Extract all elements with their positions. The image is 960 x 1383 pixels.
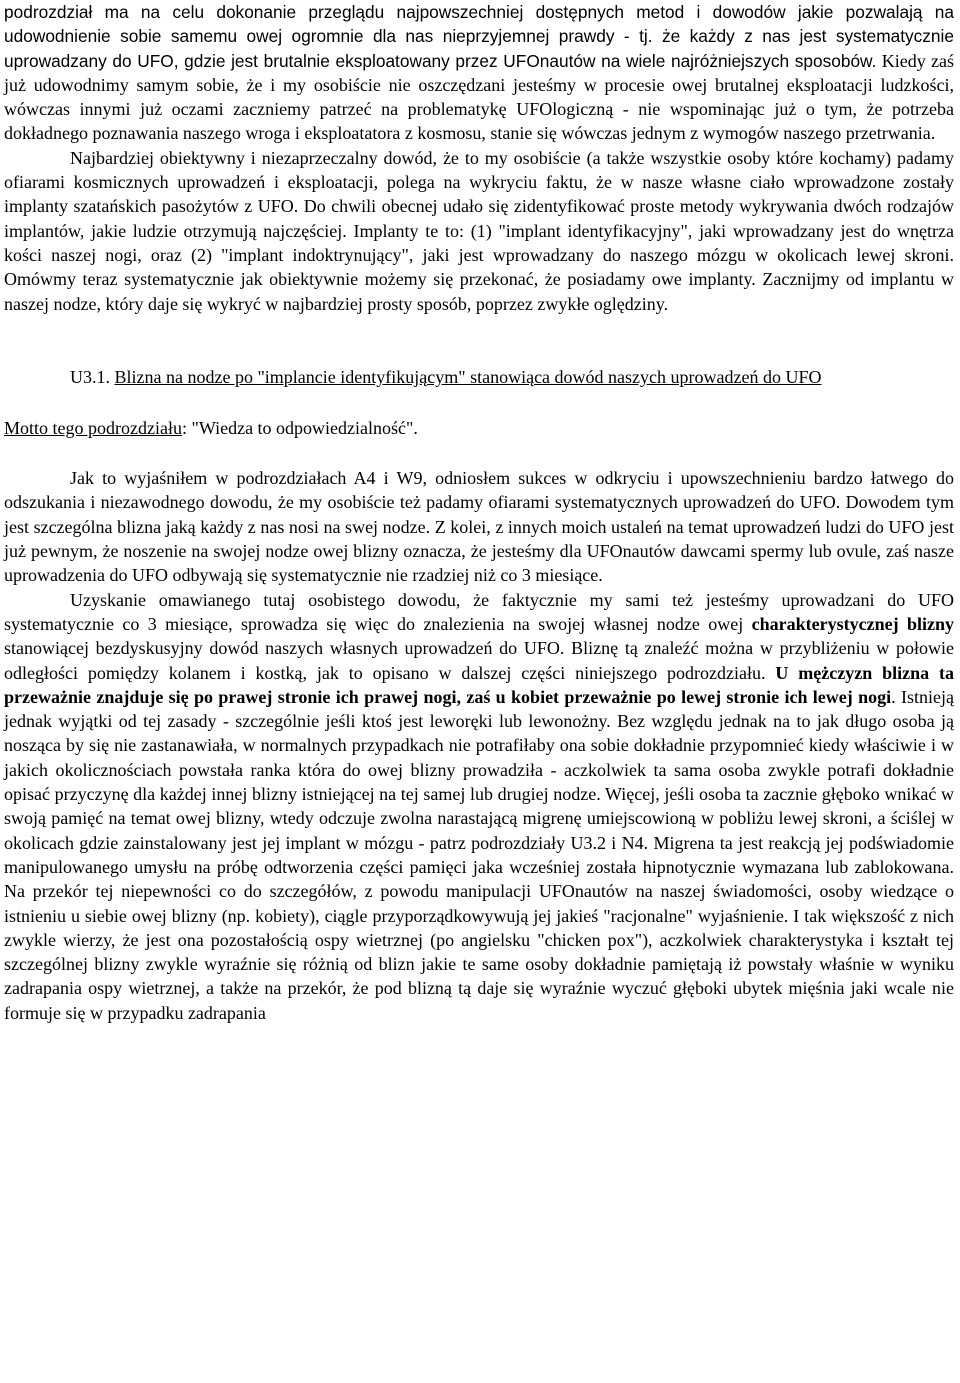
- paragraph-scar-details: [4, 588, 954, 1025]
- paragraph-evidence-part-b: Do chwili obecnej udało się zidentyfikować proste metody wykrywania dwóch rodzajów implantów, jakie ludzie otrzymują najczęściej.: [4, 196, 954, 241]
- paragraph-evidence-part-d: Omówmy teraz systematycznie jak obiektywnie możemy się przekonać, że posiadamy owe implanty.: [4, 269, 756, 290]
- paragraph-intro: [4, 0, 954, 146]
- paragraph-evidence-part-c: Implanty te to: (1) "implant identyfikacyjny", jaki wprowadzany jest do wnętrza kości naszej nogi, oraz (2) "implant indoktrynujący", jaki jest wprowadzany do naszego mózgu w okolicach lewej skroni.: [4, 220, 955, 265]
- paragraph-scar-details-part-h: Na przekór tej niepewności co do szczegółów, z powodu manipulacji UFOnautów na naszej świadomości, osoby wiedzące o istnieniu u siebie owej blizny (np. kobiety), ciągle przyporządkowywują jej jakieś "racjonalne" wyjaśnienie.: [4, 881, 954, 926]
- motto-text: : "Wiedza to odpowiedzialność".: [181, 417, 418, 438]
- paragraph-scar-discovery-part-b: Dowodem tym jest szczególna blizna jaką każdy z nas nosi na swej nodze.: [4, 492, 954, 537]
- paragraph-scar-details-part-i: I tak większość z nich zwykle wierzy, że jest ona pozostałością ospy wietrznej (po angielsku "chicken pox"), aczkolwiek charakterystyka i kształt tej szczególnej blizny zwykle wyraźnie się różnią od blizn jakie te same osoby dokładnie pamiętają iż powstały właśnie w wyniku zadrapania ospy wietrznej, a także na przekór, że pod blizną tą daje się wyraźnie wyczuć głęboki ubytek mięśnia jaki wcale nie formuje się w przypadku zadrapania: [4, 905, 954, 1023]
- paragraph-scar-discovery-part-c: Z kolei, z innych moich ustaleń na temat uprowadzeń ludzi do UFO jest już pewnym, że noszenie na swojej nodze owej blizny oznacza, że jesteśmy dla UFOnautów dawcami spermy lub ovule, zaś nasze uprowadzenia do UFO odbywają się systematycznie nie rzadziej niż co 3 miesiące.: [4, 516, 955, 586]
- section-title: Blizna na nodze po "implancie identyfikującym" stanowiąca dowód naszych uprowadzeń do UFO: [114, 366, 822, 387]
- motto-label: Motto tego podrozdziału: [4, 417, 182, 438]
- paragraph-scar-details-part-c: Bliznę tą znaleźć można w przybliżeniu w połowie odległości pomiędzy kolanem i kostką, jak to opisano w dalszej części niniejszego podrozdziału.: [4, 638, 954, 683]
- paragraph-evidence: [4, 146, 954, 316]
- paragraph-scar-details-part-a: Uzyskanie omawianego tutaj osobistego dowodu, że faktycznie my sami też jesteśmy uprowadzani do UFO systematycznie co 3 miesiące, sprowadza się więc do znalezienia na swojej własnej nodze owej: [4, 589, 954, 634]
- paragraph-intro-part-b: Kiedy zaś już udowodnimy samym sobie, że i my osobiście nie oszczędzani jesteśmy w procesie owej brutalnej eksploatacji ludzkości, wówczas innymi już oczami zaczniemy patrzeć na problematykę UFOlogiczną - nie wspominając już o tym, że potrzeba dokładnego poznawania naszego wroga i eksploatatora z kosmosu, stanie się wówczas jednym z wymogów naszego przetrwania.: [4, 50, 954, 144]
- emphasis-characteristic-scar: charakterystycznej blizny: [751, 613, 954, 634]
- section-heading: [4, 364, 954, 390]
- paragraph-scar-details-part-e: Bez względu jednak na to jak długo osoba ją nosząca by się nie zastanawiała, w normalnych przypadkach nie potrafiłaby ona sobie dokładnie przypomnieć kiedy właściwie i w jakich okolicznościach powstała ranka która do owej blizny prowadziła - aczkolwiek ta sama osoba zwykle potrafi dokładnie opisać przyczynę dla każdej innej blizny istniejącej na tej samej lub drugiej nodze.: [4, 711, 954, 805]
- paragraph-scar-discovery-part-a: Jak to wyjaśniłem w podrozdziałach A4 i W9, odniosłem sukces w odkryciu i upowszechnieniu bardzo łatwego do odszukania i niezawodnego dowodu, że my osobiście też padamy ofiarami systematycznych uprowadzeń do UFO.: [4, 468, 954, 513]
- paragraph-evidence-part-a: Najbardziej obiektywny i niezaprzeczalny dowód, że to my osobiście (a także wszystkie osoby które kochamy) padamy ofiarami kosmicznych uprowadzeń i eksploatacji, polega na wykryciu faktu, że w nasze własne ciało wprowadzone zostały implanty szatańskich pasożytów z UFO.: [4, 147, 954, 217]
- paragraph-scar-details-part-g: Migrena ta jest reakcją jej podświadomie manipulowanego umysłu na próbę odtworzenia części pamięci jaka wcześniej została hipnotycznie wymazana lub zablokowana.: [4, 832, 954, 877]
- paragraph-evidence-part-e: Zacznijmy od implantu w naszej nodze, który daje się wykryć w najbardziej prosty sposób, poprzez zwykłe oględziny.: [4, 269, 954, 314]
- paragraph-scar-details-part-d: . Istnieją jednak wyjątki od tej zasady - szczególnie jeśli ktoś jest leworęki lub lewonożny.: [4, 686, 954, 732]
- section-number: U3.1.: [70, 366, 110, 387]
- paragraph-scar-discovery: [4, 466, 954, 587]
- document-page: [4, 0, 954, 1025]
- paragraph-scar-details-part-f: Więcej, jeśli osoba ta zacznie głęboko wnikać w swoją pamięć na temat owej blizny, wtedy odczuje zwolna narastającą migrenę umiejscowioną w pobliżu lewej skroni, a ściślej w okolicach gdzie zainstalowany jest jej implant w mózgu - patrz podrozdziały U3.2 i N4.: [4, 784, 954, 853]
- paragraph-scar-details-part-b: stanowiącej bezdyskusyjny dowód naszych własnych uprowadzeń do UFO.: [4, 638, 565, 659]
- paragraph-intro-part-a: podrozdział ma na celu dokonanie przeglądu najpowszechniej dostępnych metod i dowodów jakie pozwalają na udowodnienie sobie samemu owej ogromnie dla nas nieprzyjemnej prawdy - tj. że każdy z nas jest systematycznie uprowadzany do UFO, gdzie jest brutalnie eksploatowany przez UFOnautów na wiele najróżniejszych sposobów.: [4, 2, 954, 71]
- motto-line: [4, 416, 954, 440]
- emphasis-scar-location: U mężczyzn blizna ta przeważnie znajduje się po prawej stronie ich prawej nogi, zaś u kobiet przeważnie po lewej stronie ich lewej nogi: [4, 662, 954, 707]
